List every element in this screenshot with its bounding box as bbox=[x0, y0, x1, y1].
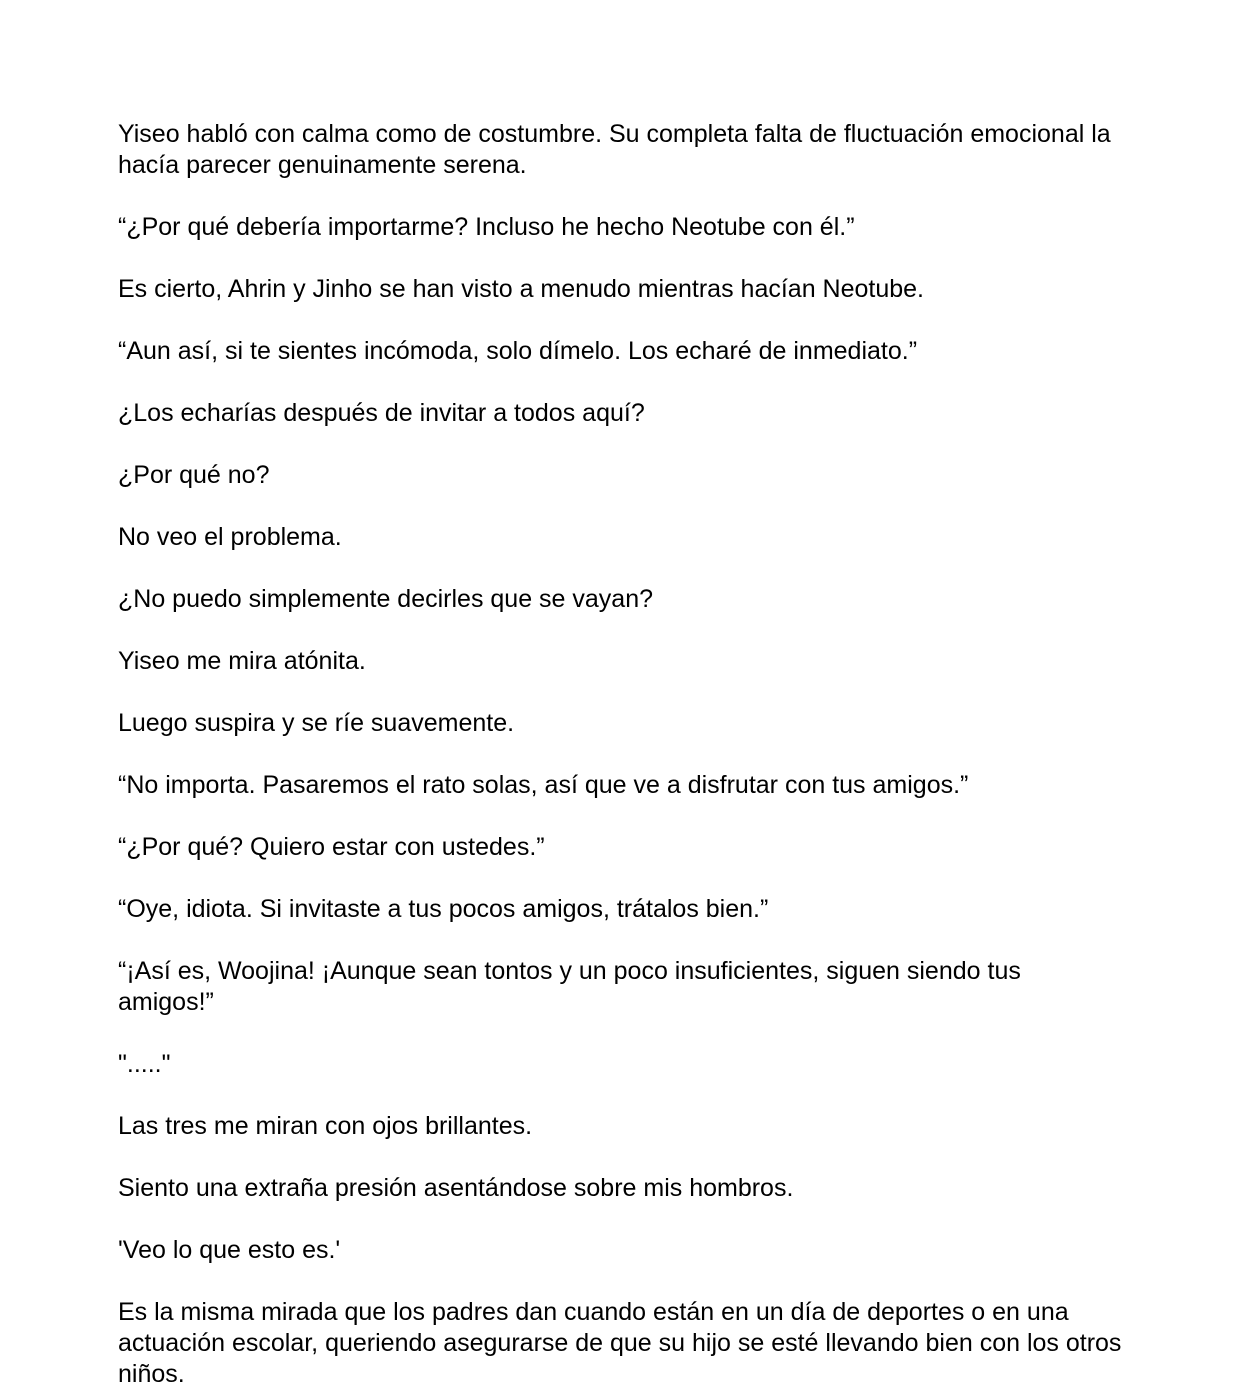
paragraph: Yiseo me mira atónita. bbox=[118, 647, 366, 675]
paragraph: “Aun así, si te sientes incómoda, solo dímelo. Los echaré de inmediato.” bbox=[118, 337, 918, 365]
paragraph: “No importa. Pasaremos el rato solas, así que ve a disfrutar con tus amigos.” bbox=[118, 771, 969, 799]
paragraph: Es cierto, Ahrin y Jinho se han visto a menudo mientras hacían Neotube. bbox=[118, 275, 925, 303]
paragraph: Siento una extraña presión asentándose sobre mis hombros. bbox=[118, 1174, 794, 1202]
document-page bbox=[118, 119, 1123, 1390]
paragraph: No veo el problema. bbox=[118, 523, 342, 551]
paragraph: Las tres me miran con ojos brillantes. bbox=[118, 1112, 533, 1140]
paragraph: “¿Por qué debería importarme? Incluso he hecho Neotube con él.” bbox=[118, 213, 855, 241]
paragraph: ¿No puedo simplemente decirles que se vayan? bbox=[118, 585, 654, 613]
paragraph: Es la misma mirada que los padres dan cuando están en un día de deportes o en una actuación escolar, queriendo asegurarse de que su hijo se esté llevando bien con los otros niños. bbox=[118, 1298, 1122, 1388]
paragraph: “Oye, idiota. Si invitaste a tus pocos amigos, trátalos bien.” bbox=[118, 895, 769, 923]
paragraph: ¿Por qué no? bbox=[118, 461, 270, 489]
paragraph: ¿Los echarías después de invitar a todos aquí? bbox=[118, 399, 645, 427]
paragraph: Luego suspira y se ríe suavemente. bbox=[118, 709, 515, 737]
paragraph: "....." bbox=[118, 1050, 171, 1078]
paragraph: 'Veo lo que esto es.' bbox=[118, 1236, 341, 1264]
paragraph: Yiseo habló con calma como de costumbre. Su completa falta de fluctuación emocional la hacía parecer genuinamente serena. bbox=[118, 120, 1111, 179]
paragraph: “¿Por qué? Quiero estar con ustedes.” bbox=[118, 833, 545, 861]
paragraph: “¡Así es, Woojina! ¡Aunque sean tontos y un poco insuficientes, siguen siendo tus amigos!” bbox=[118, 957, 1021, 1016]
